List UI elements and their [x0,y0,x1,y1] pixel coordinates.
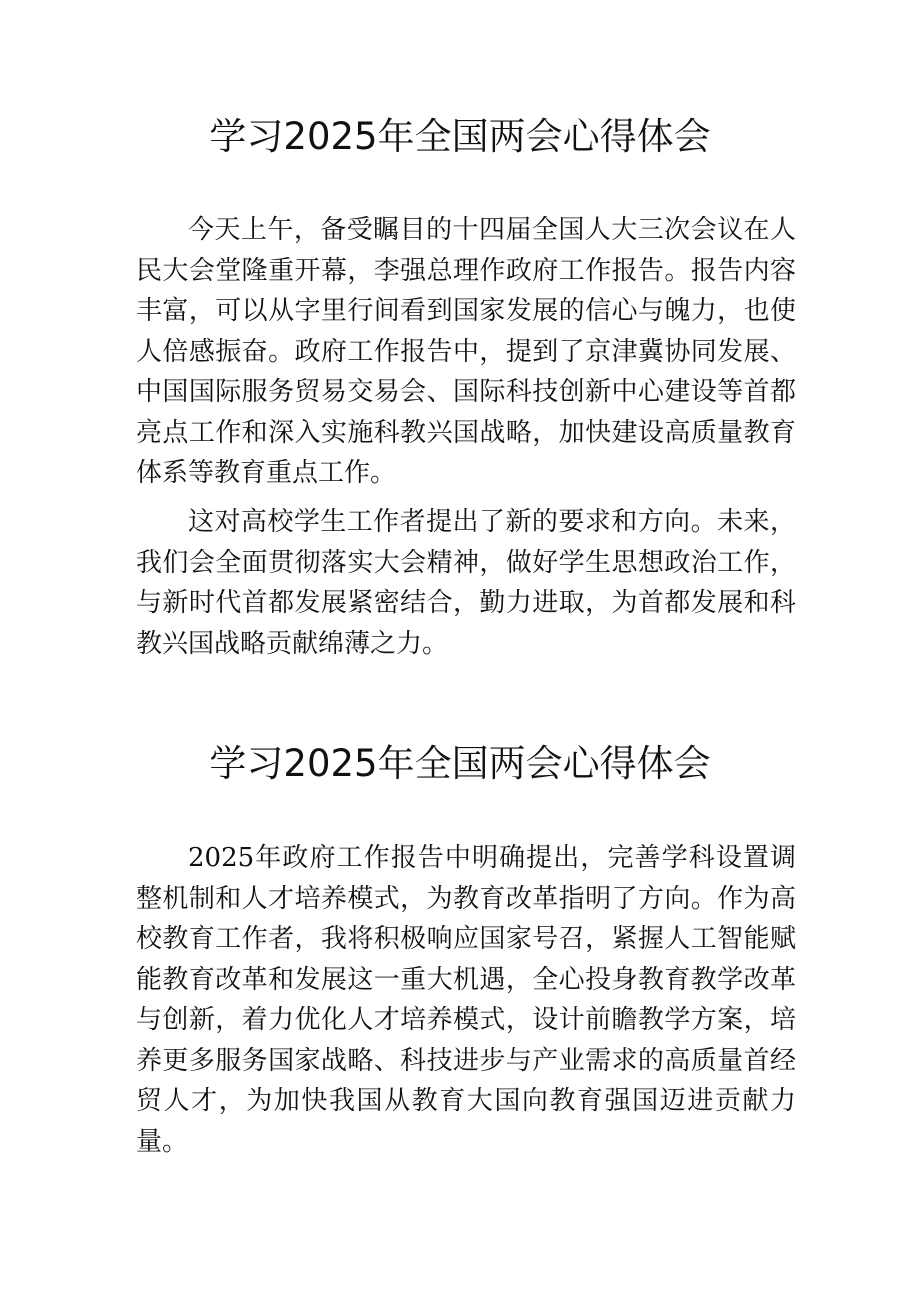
paragraph: 2025年政府工作报告中明确提出，完善学科设置调整机制和人才培养模式，为教育改革指明了方向。作为高校教育工作者，我将积极响应国家号召，紧握人工智能赋能教育改革和发展这一重大机遇，全心投身教育教学改革与创新，着力优化人才培养模式，设计前瞻教学方案，培养更多服务国家战略、科技进步与产业需求的高质量首经贸人才，为加快我国从教育大国向教育强国迈进贡献力量。 [136,843,796,1157]
section-title: 学习2025年全国两会心得体会 [209,742,711,785]
section-title: 学习2025年全国两会心得体会 [209,115,711,158]
paragraph: 这对高校学生工作者提出了新的要求和方向。未来，我们会全面贯彻落实大会精神，做好学生思想政治工作，与新时代首都发展紧密结合，勤力进取，为首都发展和科教兴国战略贡献绵薄之力。 [136,507,796,659]
paragraph: 今天上午，备受瞩目的十四届全国人大三次会议在人民大会堂隆重开幕，李强总理作政府工作报告。报告内容丰富，可以从字里行间看到国家发展的信心与魄力，也使人倍感振奋。政府工作报告中，提到了京津冀协同发展、中国国际服务贸易交易会、国际科技创新中心建设等首都亮点工作和深入实施科教兴国战略，加快建设高质量教育体系等教育重点工作。 [136,215,796,488]
